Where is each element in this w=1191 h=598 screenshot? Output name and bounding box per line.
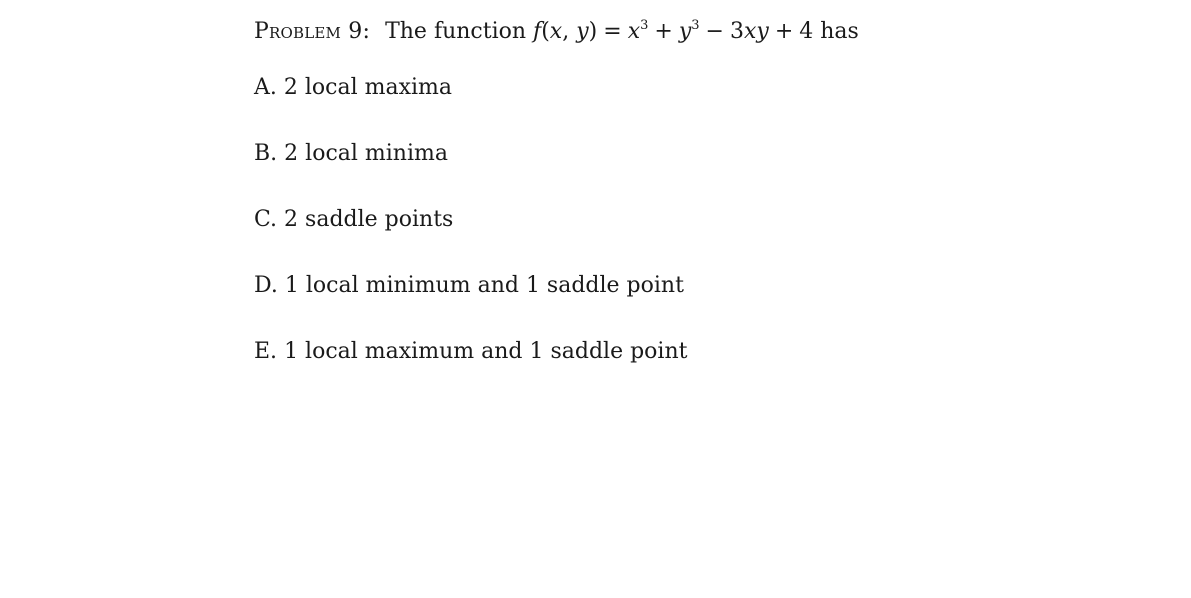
function-expression: f(x, $y) = x^3 + y^3 - 3xy + 4$ — [533, 18, 814, 44]
problem-intro: The function — [385, 19, 527, 44]
option-letter: E. — [254, 339, 278, 364]
option-text: 1 local minimum and 1 saddle point — [284, 273, 684, 298]
problem-label: Problem 9: — [254, 19, 371, 44]
option-b[interactable] — [254, 138, 687, 170]
problem-statement — [254, 16, 1154, 48]
option-d[interactable] — [254, 270, 687, 302]
option-text: 1 local maximum and 1 saddle point — [284, 339, 688, 364]
function-lhs: f(x, y) — [533, 19, 598, 44]
answer-options — [254, 72, 687, 402]
option-letter: B. — [254, 141, 278, 166]
problem-trailing: has — [820, 19, 859, 44]
option-c[interactable] — [254, 204, 687, 236]
option-letter: A. — [254, 75, 277, 100]
option-a[interactable] — [254, 72, 687, 104]
function-rhs: $x^3 + y^3 - 3xy + 4$ — [627, 18, 814, 44]
option-text: 2 saddle points — [284, 207, 454, 232]
option-letter: D. — [254, 273, 278, 298]
problem-container — [254, 16, 1154, 364]
option-text: 2 local maxima — [283, 75, 453, 100]
option-letter: C. — [254, 207, 278, 232]
option-e[interactable] — [254, 336, 687, 368]
option-text: 2 local minima — [284, 141, 448, 166]
